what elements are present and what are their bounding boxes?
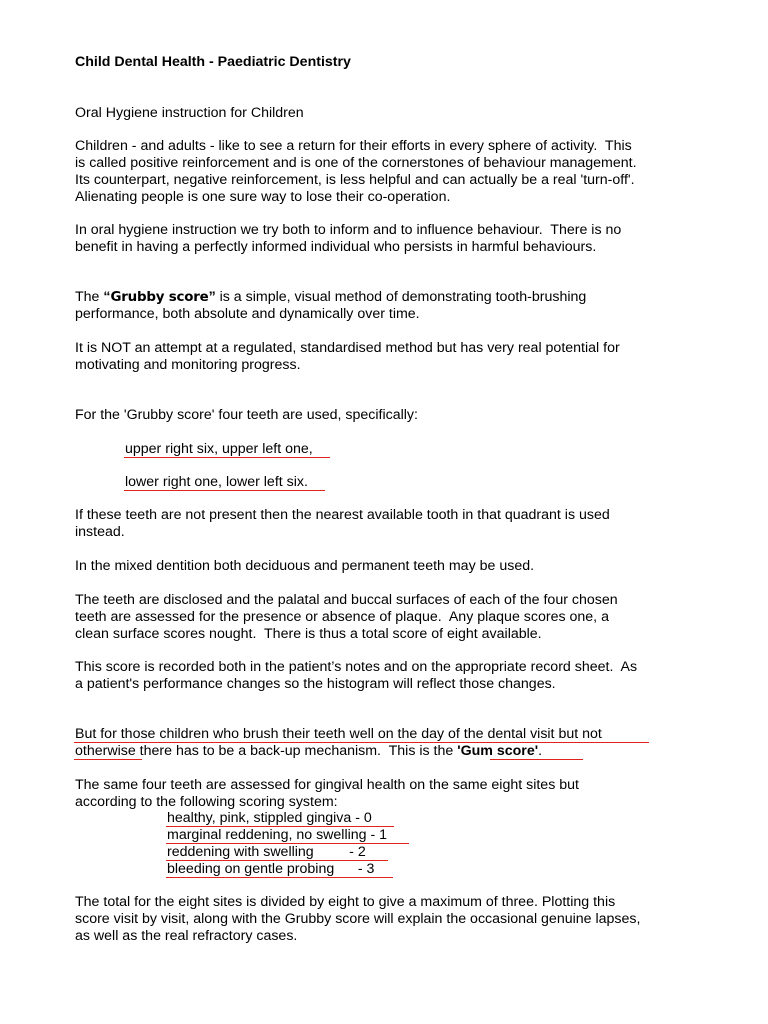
- red-underline: [124, 490, 325, 491]
- text-fragment: there has to be a back-up mechanism. This is the: [135, 743, 458, 759]
- text-fragment: is a simple, visual method of demonstrating tooth-brushing: [215, 289, 587, 305]
- gum-score-term: 'Gum score': [457, 743, 539, 759]
- paragraph-line: according to the following scoring system:: [75, 794, 338, 810]
- gum-score-line: [75, 743, 542, 760]
- doc-heading: Oral Hygiene instruction for Children: [75, 105, 304, 121]
- teeth-item: upper right six, upper left one,: [125, 441, 313, 457]
- paragraph-line: The total for the eight sites is divided by eight to give a maximum of three. Plotting this: [75, 894, 616, 910]
- score-item: healthy, pink, stippled gingiva - 0: [167, 810, 372, 826]
- red-underline: [124, 457, 330, 458]
- red-underline: [166, 877, 393, 878]
- underlined-text: otherwise: [75, 743, 136, 759]
- score-item: bleeding on gentle probing - 3: [167, 861, 375, 877]
- paragraph-line: In the mixed dentition both deciduous and permanent teeth may be used.: [75, 558, 535, 574]
- paragraph-line: score visit by visit, along with the Grubby score will explain the occasional genuine lapses,: [75, 911, 641, 927]
- red-underline: [74, 759, 142, 760]
- close-quote: ”: [208, 289, 216, 305]
- paragraph-line: teeth are assessed for the presence or absence of plaque. Any plaque scores one, a: [75, 609, 609, 625]
- paragraph-line: performance, both absolute and dynamically over time.: [75, 306, 420, 322]
- score-item: marginal reddening, no swelling - 1: [167, 827, 388, 843]
- paragraph-line: clean surface scores nought. There is thus a total score of eight available.: [75, 626, 542, 642]
- paragraph-line: If these teeth are not present then the nearest available tooth in that quadrant is used: [75, 507, 610, 523]
- paragraph-line: benefit in having a perfectly informed individual who persists in harmful behaviours.: [75, 239, 597, 255]
- open-quote: “: [103, 289, 111, 305]
- score-item: reddening with swelling - 2: [167, 844, 366, 860]
- paragraph-line: For the 'Grubby score' four teeth are used, specifically:: [75, 407, 418, 423]
- paragraph-line: instead.: [75, 524, 125, 540]
- text-fragment: .: [538, 743, 543, 759]
- red-underline: [490, 759, 583, 760]
- paragraph-line: The teeth are disclosed and the palatal and buccal surfaces of each of the four chosen: [75, 592, 618, 608]
- paragraph-line: Its counterpart, negative reinforcement, is less helpful and can actually be a real 'turn-off'.: [75, 172, 635, 188]
- paragraph-line: In oral hygiene instruction we try both to inform and to influence behaviour. There is no: [75, 222, 622, 238]
- text-fragment: The: [75, 289, 104, 305]
- paragraph-line: as well as the real refractory cases.: [75, 928, 298, 944]
- paragraph-line: The same four teeth are assessed for gingival health on the same eight sites but: [75, 777, 579, 793]
- paragraph-line: motivating and monitoring progress.: [75, 357, 301, 373]
- paragraph-line: a patient's performance changes so the histogram will reflect those changes.: [75, 676, 556, 692]
- paragraph-line: But for those children who brush their teeth well on the day of the dental visit but not: [75, 726, 602, 742]
- paragraph-line: This score is recorded both in the patient’s notes and on the appropriate record sheet. As: [75, 659, 638, 675]
- paragraph-line: Alienating people is one sure way to lose their co-operation.: [75, 189, 451, 205]
- doc-title: Child Dental Health - Paediatric Dentistry: [75, 54, 351, 70]
- grubby-score-term: Grubby score: [110, 290, 209, 305]
- paragraph-line: Children - and adults - like to see a return for their efforts in every sphere of activity. This: [75, 138, 632, 154]
- paragraph-line: is called positive reinforcement and is one of the cornerstones of behaviour management.: [75, 155, 637, 171]
- teeth-item: lower right one, lower left six.: [125, 474, 308, 490]
- grubby-intro-line: [75, 289, 586, 306]
- paragraph-line: It is NOT an attempt at a regulated, standardised method but has very real potential for: [75, 340, 620, 356]
